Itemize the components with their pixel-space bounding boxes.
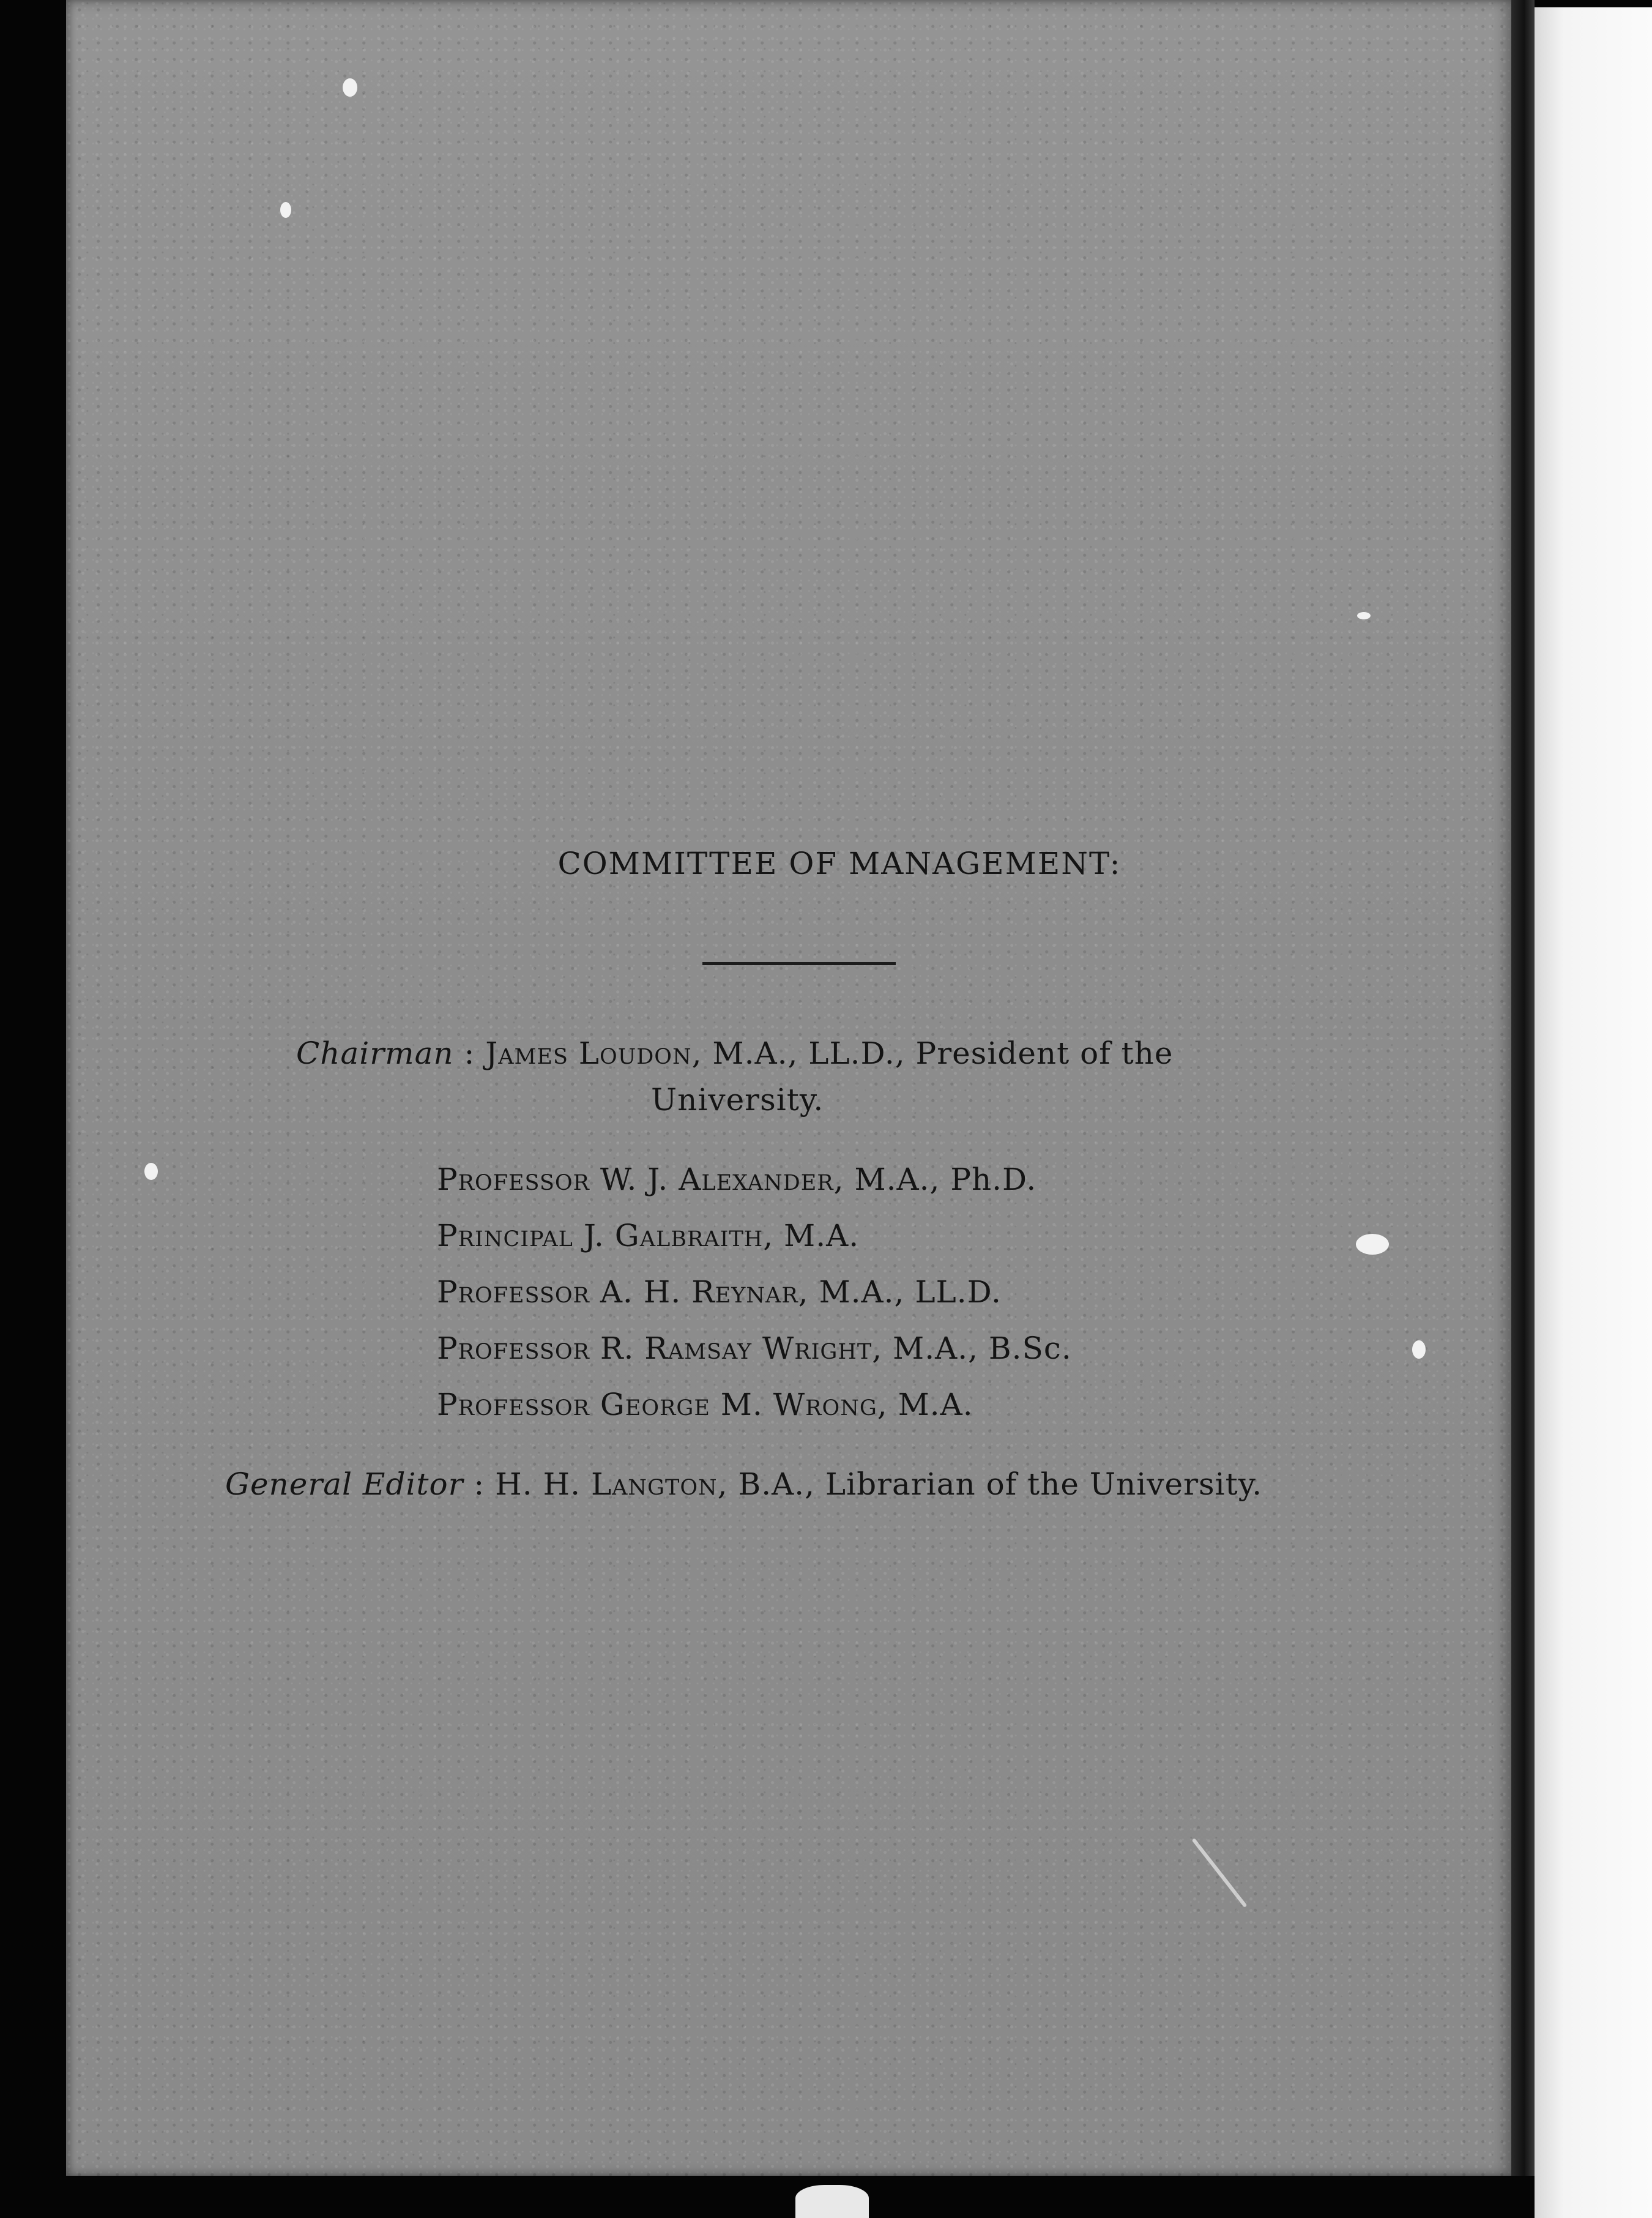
endpaper-edge: [1535, 7, 1652, 2218]
member-line: [437, 1218, 859, 1253]
member-credentials: , M.A.: [877, 1387, 973, 1422]
member-credentials: , M.A., Ph.D.: [833, 1162, 1037, 1197]
book-binding-edge: [1511, 0, 1535, 2176]
member-name: A. H. Reynar: [600, 1274, 798, 1310]
member-line: [437, 1162, 1036, 1197]
member-title: Professor: [437, 1274, 590, 1310]
paper-speck: [1192, 1838, 1248, 1908]
editor-credentials: , B.A., Librarian of the University.: [717, 1466, 1263, 1502]
member-name: George M. Wrong: [600, 1387, 877, 1422]
member-credentials: , M.A., LL.D.: [798, 1274, 1002, 1310]
member-name: J. Galbraith: [583, 1218, 764, 1253]
cover-sheet: [66, 0, 1517, 2176]
paper-speck: [343, 78, 357, 97]
paper-speck: [795, 2185, 869, 2218]
member-line: [437, 1331, 1072, 1366]
chairman-credentials: , M.A., LL.D., President of the: [691, 1036, 1174, 1071]
member-title: Professor: [437, 1331, 590, 1366]
paper-speck: [144, 1163, 158, 1180]
member-line: [437, 1274, 1002, 1310]
chairman-line: [296, 1036, 1174, 1071]
heading-rule: [702, 962, 896, 965]
member-name: W. J. Alexander: [600, 1162, 834, 1197]
member-credentials: , M.A., B.Sc.: [872, 1331, 1072, 1366]
paper-speck: [280, 202, 291, 218]
chairman-separator: :: [453, 1036, 486, 1071]
paper-speck: [1357, 612, 1371, 619]
editor-label: General Editor: [225, 1466, 464, 1502]
page-heading: COMMITTEE OF MANAGEMENT:: [557, 846, 1122, 881]
chairman-continuation: University.: [651, 1082, 824, 1118]
member-credentials: , M.A.: [763, 1218, 860, 1253]
editor-separator: :: [463, 1466, 496, 1502]
editor-line: [225, 1466, 1262, 1502]
paper-speck: [1412, 1340, 1426, 1359]
member-title: Principal: [437, 1218, 573, 1253]
member-name: R. Ramsay Wright: [600, 1331, 873, 1366]
member-title: Professor: [437, 1162, 590, 1197]
editor-name: H. H. Langton: [495, 1466, 718, 1502]
paper-speck: [1356, 1234, 1389, 1255]
member-line: [437, 1387, 973, 1422]
chairman-label: Chairman: [296, 1036, 454, 1071]
member-title: Professor: [437, 1387, 590, 1422]
chairman-name: James Loudon: [485, 1036, 692, 1071]
